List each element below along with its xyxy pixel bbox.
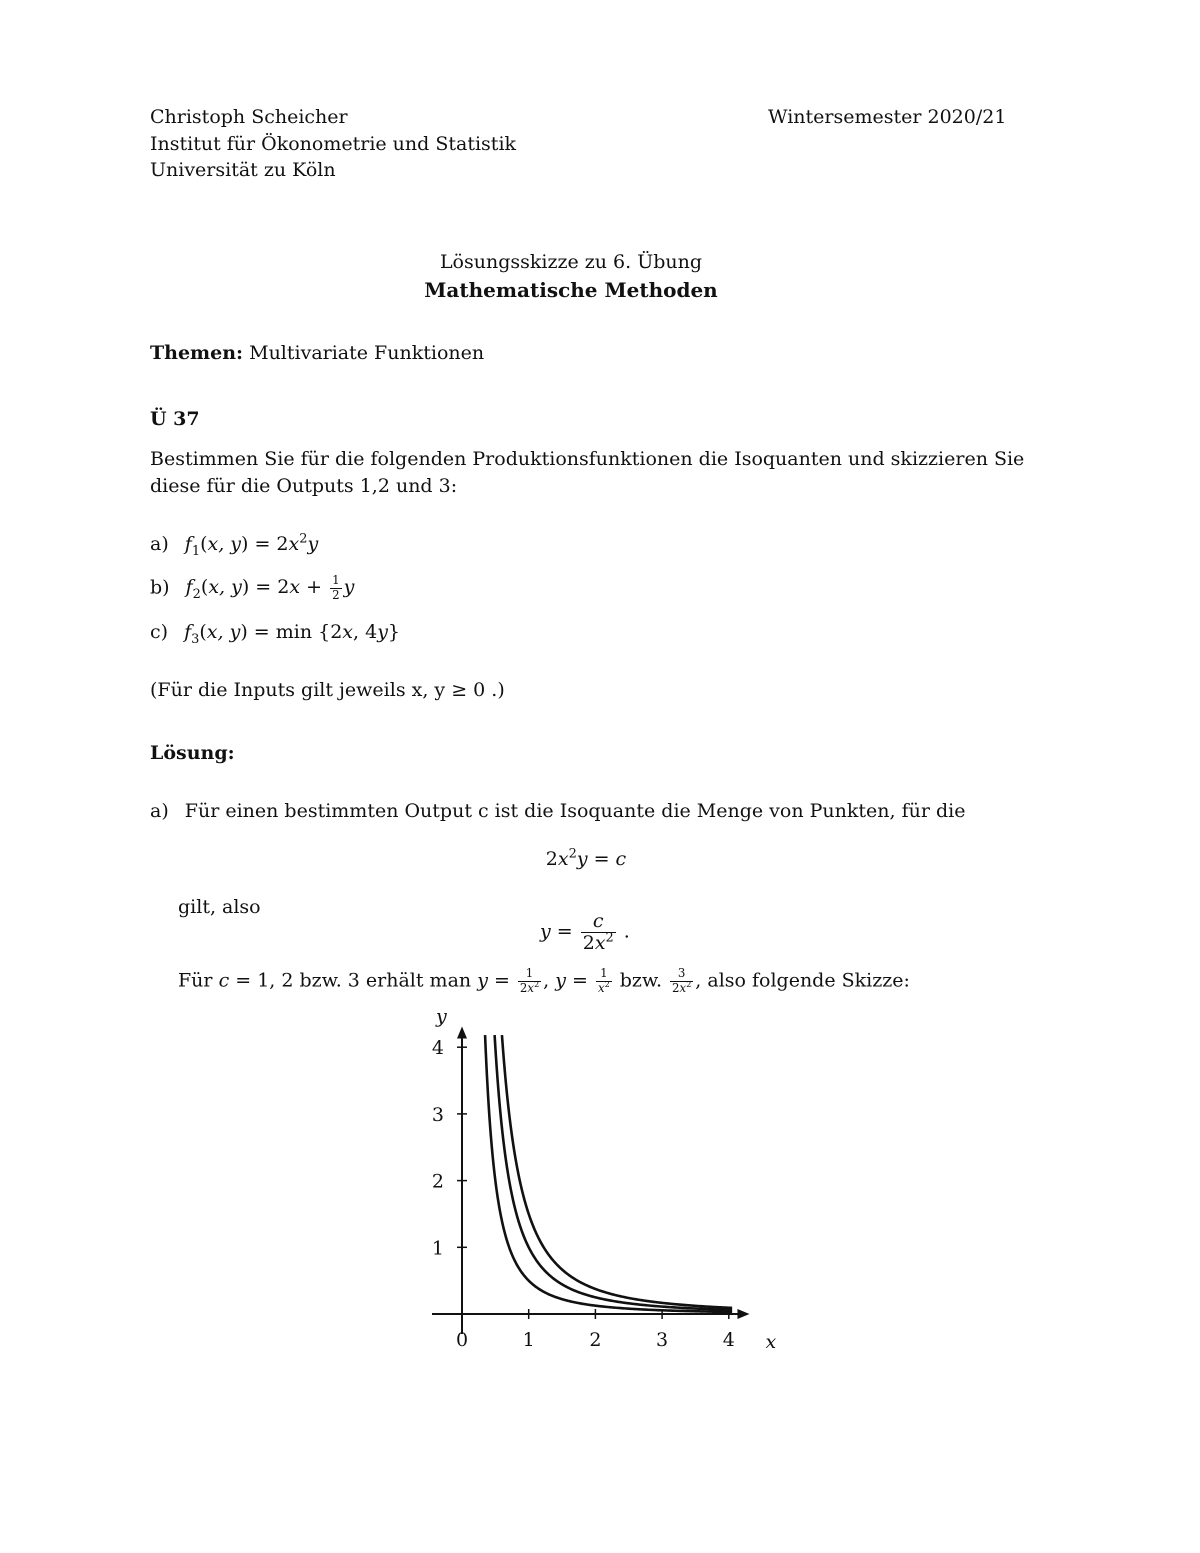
isoquant-chart: [418, 1010, 778, 1360]
isoquant-curve-c2: [495, 1035, 733, 1310]
item-a-label: a): [150, 533, 169, 555]
solution-heading: Lösung:: [150, 742, 235, 764]
topics-label: Themen:: [150, 342, 244, 364]
author-name: Christoph Scheicher: [150, 106, 348, 128]
x-tick-label: 3: [656, 1329, 669, 1351]
task-line-1: Bestimmen Sie für die folgenden Produktionsfunktionen die Isoquanten und skizzieren Sie: [150, 448, 1025, 470]
solution-a-line: [150, 800, 965, 822]
equation-isoquant: $2x^2y = c$: [545, 846, 627, 870]
x-tick-label: 1: [522, 1329, 535, 1351]
document-subtitle: Lösungsskizze zu 6. Übung: [439, 251, 703, 273]
exercise-number: Ü 37: [150, 408, 200, 430]
solution-a-label: a): [150, 800, 169, 822]
inputs-note: (Für die Inputs gilt jeweils x, y ≥ 0 .): [150, 679, 505, 701]
x-tick-label: 0: [455, 1329, 469, 1351]
x-tick-label: 4: [722, 1329, 735, 1351]
topics-text: Multivariate Funktionen: [249, 342, 485, 364]
isoquant-curve-c1: [485, 1035, 732, 1312]
y-axis-arrow: [457, 1027, 467, 1039]
y-tick-label: 3: [431, 1103, 444, 1126]
y-axis-label: y: [436, 1010, 447, 1028]
item-a: [150, 531, 319, 559]
y-tick-label: 4: [431, 1037, 444, 1060]
item-c-label: c): [150, 621, 169, 643]
topics-line: [150, 342, 484, 364]
solution-a-text: Für einen bestimmten Output c ist die Isoquante die Menge von Punkten, für die: [184, 800, 966, 822]
gilt-also-text: gilt, also: [178, 896, 261, 918]
item-c: [150, 621, 401, 647]
task-line-2: diese für die Outputs 1,2 und 3:: [150, 475, 458, 497]
institute-name: Institut für Ökonometrie und Statistik: [150, 133, 517, 155]
equation-y-solved: y = $\frac{c}{2x^2}$ .: [540, 910, 630, 954]
y-tick-label: 2: [431, 1170, 444, 1193]
y-tick-label: 1: [431, 1237, 444, 1260]
x-tick-label: 2: [589, 1329, 602, 1351]
x-axis-arrow: [737, 1309, 749, 1319]
item-a-formula: $f_1(x$, $y) = 2x^2y$: [184, 531, 319, 559]
university-name: Universität zu Köln: [150, 159, 336, 181]
item-b: [150, 575, 354, 602]
result-line: Für c = 1, 2 bzw. 3 erhält man y = $\frac{1}{2x^2}$ , y = $\frac{1}{x^2}$ bzw. $\frac{3}{2x^2}$ , also folgende Skizze:: [178, 966, 910, 995]
isoquant-curve-c3: [502, 1035, 732, 1308]
semester-label: Wintersemester 2020/21: [768, 106, 1007, 128]
document-title: Mathematische Methoden: [424, 278, 718, 302]
item-b-label: b): [150, 576, 170, 599]
x-axis-label: x: [765, 1331, 777, 1353]
item-b-formula: $f_2(x$, y) = 2x + $\frac{1}{2}$ y: [185, 573, 355, 603]
item-c-formula: $f_3(x$, y) = min {2x, 4y}: [184, 621, 401, 647]
